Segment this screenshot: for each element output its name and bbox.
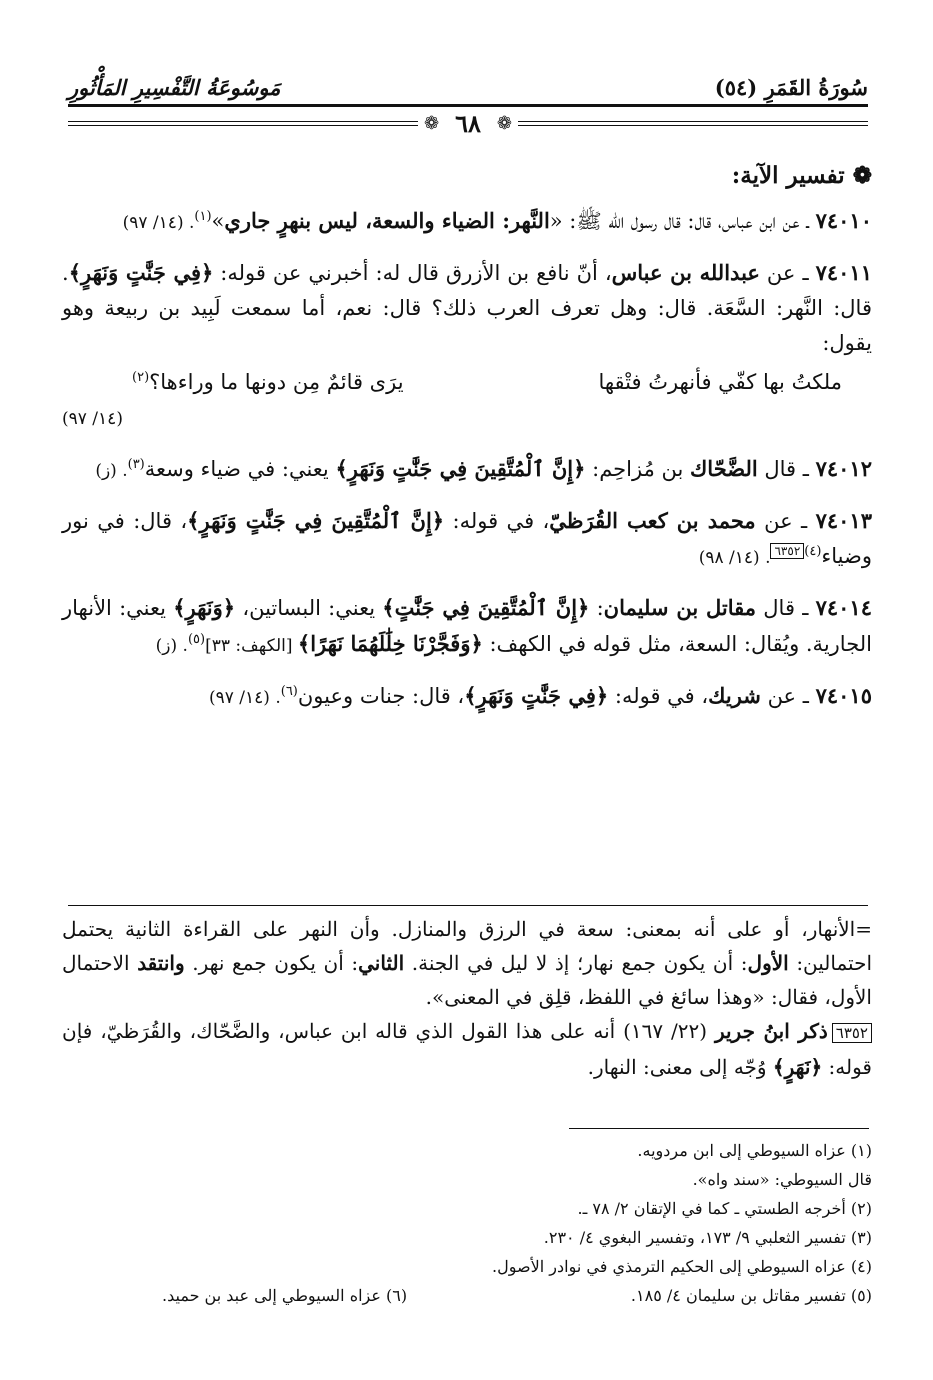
poem-hemistich-left: يرَى قائمٌ مِن دونها ما وراءها؟$^{(٢)}$ [132, 370, 404, 394]
volume-ref: . (١٤/ ٩٧) [208, 688, 281, 708]
footnote: (٢) أخرجه الطستي ـ كما في الإتقان ٢/ ٧٨ ـ. [577, 1199, 872, 1218]
section-heading: ❁تفسير الآية: [731, 162, 872, 189]
flower-icon: ❁ [852, 162, 872, 189]
volume-ref: . (١٤/ ٩٧) [122, 213, 195, 233]
quran-quote: ﴿فِي جَنَّٰتٍ وَنَهَرٍ﴾ [464, 683, 609, 708]
ornament-icon: ❁ [424, 112, 440, 134]
footnote-marker: (٤) [804, 544, 822, 559]
footnote: قال السيوطي: «سند واه». [692, 1170, 872, 1189]
entry-74012: ٧٤٠١٢ ـ قال الضَّحّاك بن مُزاحِم: ﴿إِنَّ ٱلْمُتَّقِينَ فِي جَنَّٰتٍ وَنَهَرٍ﴾ يعني: في ضياء وسعة$^{(٣)}$. (ز) [95, 456, 872, 481]
footnote: (٥) تفسير مقاتل بن سليمان ٤/ ١٨٥. [630, 1286, 872, 1305]
ornament-icon: ❁ [496, 112, 512, 134]
footnote: (١) عزاه السيوطي إلى ابن مردويه. [637, 1141, 872, 1160]
entry-74014: ٧٤٠١٤ ـ قال مقاتل بن سليمان: ﴿إِنَّ ٱلْمُتَّقِينَ فِي جَنَّٰتٍ﴾ يعني: البساتين، ﴿وَنَهَرٍ﴾ يعني: الأنهار الجارية. ويُقال: السعة، مثل قوله في الكهف: ﴿وَفَجَّرْنَا خِلَٰلَهُمَا نَهَرًا﴾ [الكهف: ٣٣]$^{(٥)}$. (ز) [62, 595, 872, 656]
note-paragraph: ٦٣٥٢ذكر ابنُ جرير (٢٢/ ١٦٧) أنه على هذا القول الذي قاله ابن عباس، والضَّحّاك، والقُرَظيّ، فإن قوله: ﴿نَهَرٍ﴾ وُجّه إلى معنى: النهار. [62, 1019, 872, 1079]
volume-ref: (١٤/ ٩٧) [62, 409, 123, 429]
footnote-marker: (١) [194, 209, 212, 224]
footnote-rule [569, 1128, 869, 1129]
poem-verse [62, 365, 872, 400]
quran-quote: ﴿إِنَّ ٱلْمُتَّقِينَ فِي جَنَّٰتٍ﴾ [382, 595, 590, 620]
page-number: ٦٨ [455, 108, 481, 138]
entry-number: ٧٤٠١٥ [815, 683, 872, 708]
footnote-row [62, 1281, 872, 1310]
poem-hemistich-right: ملكتُ بها كفّي فأنهرتُ فتْقها [598, 370, 842, 394]
entry-number: ٧٤٠١٣ [815, 508, 872, 533]
footnote: (٤) عزاه السيوطي إلى الحكيم الترمذي في نوادر الأصول. [492, 1257, 872, 1276]
quran-quote: ﴿وَنَهَرٍ﴾ [173, 595, 236, 620]
commentary-box-marker: ٦٣٥٢ [832, 1023, 872, 1043]
footnotes [62, 1136, 872, 1310]
header-rule [68, 104, 868, 107]
entry-number: ٧٤٠١٤ [815, 595, 872, 620]
footnote-marker: (٦) [280, 684, 298, 699]
page-header [68, 70, 868, 100]
entry-74015: ٧٤٠١٥ ـ عن شريك، في قوله: ﴿فِي جَنَّٰتٍ وَنَهَرٍ﴾، قال: جنات وعيون$^{(٦)}$. (١٤/ ٩٧) [208, 683, 872, 708]
quran-quote: ﴿إِنَّ ٱلْمُتَّقِينَ فِي جَنَّٰتٍ وَنَهَرٍ﴾ [335, 456, 586, 481]
main-content [62, 150, 872, 730]
note-paragraph: =الأنهار، أو على أنه بمعنى: سعة في الرزق والمنازل. وأن النهر على القراءة الثانية يحتمل احتمالين: الأول: أن يكون جمع نهار؛ إذ لا ليل في الجنة. الثاني: أن يكون جمع نهر. وانتقد الاحتمال الأول، فقال: «وهذا سائغ في اللفظ، قلِق في المعنى». [62, 917, 873, 1009]
volume-ref: . (ز) [95, 461, 128, 481]
footnote-marker: (٥) [187, 632, 206, 647]
surah-title: سُورَةُ القَمَرِ (٥٤) [714, 75, 868, 100]
footnote: (٦) عزاه السيوطي إلى عبد بن حميد. [162, 1286, 408, 1305]
volume-ref: . (ز) [155, 636, 188, 656]
notes-divider [68, 905, 868, 906]
entry-number: ٧٤٠١٠ [815, 208, 872, 233]
quran-quote: ﴿إِنَّ ٱلْمُتَّقِينَ فِي جَنَّٰتٍ وَنَهَرٍ﴾ [187, 508, 445, 533]
footnote-marker: (٢) [132, 370, 150, 385]
entry-74011: ٧٤٠١١ ـ عن عبدالله بن عباس، أنّ نافع بن الأزرق قال له: أخبرني عن قوله: ﴿فِي جَنَّٰتٍ وَنَهَرٍ﴾. قال: النَّهر: السَّعَة. قال: وهل تعرف العرب ذلك؟ قال: نعم، أما سمعت لَبِيد بن ربيعة وهو يقول: ملكتُ بها كفّي فأنهرتُ فتْقها يرَى قائمٌ مِن دونها ما وراءها؟$^{(٢)}$ (١٤/ ٩٧) [62, 255, 872, 437]
quran-quote: ﴿وَفَجَّرْنَا خِلَٰلَهُمَا نَهَرًا﴾ [297, 631, 483, 656]
commentary-box-marker: ٦٣٥٢ [770, 543, 804, 559]
footnote: (٣) تفسير الثعلبي ٩/ ١٧٣، وتفسير البغوي ٤/ ٢٣٠. [543, 1228, 872, 1247]
ornament-line-right [518, 121, 868, 126]
page-number-bar [68, 108, 868, 138]
entry-number: ٧٤٠١٢ [815, 456, 872, 481]
entry-74010: ٧٤٠١٠ ـ عن ابن عباس، قال: قال رسول الله ﷺ: «النَّهر: الضياء والسعة، ليس بنهرٍ جاري»$^{(١)}$. (١٤/ ٩٧) [122, 208, 872, 233]
quran-quote: ﴿نَهَرٍ﴾ [772, 1055, 823, 1079]
quran-quote: ﴿فِي جَنَّٰتٍ وَنَهَرٍ﴾ [68, 260, 214, 285]
commentary-notes [62, 912, 872, 1084]
entry-74013: ٧٤٠١٣ ـ عن محمد بن كعب القُرَظيّ، في قوله: ﴿إِنَّ ٱلْمُتَّقِينَ فِي جَنَّٰتٍ وَنَهَرٍ﴾، قال: في نور وضياء$^{(٤)٦٣٥٢}$. (١٤/ ٩٨) [62, 508, 872, 568]
book-title: مَوسُوعَةُ التَّفْسِيرِ المَأْثُورِ [68, 75, 281, 100]
entry-number: ٧٤٠١١ [815, 260, 872, 285]
volume-ref: . (١٤/ ٩٨) [698, 548, 771, 568]
footnote-marker: (٣) [127, 457, 145, 472]
ornament-line-left [68, 121, 418, 126]
